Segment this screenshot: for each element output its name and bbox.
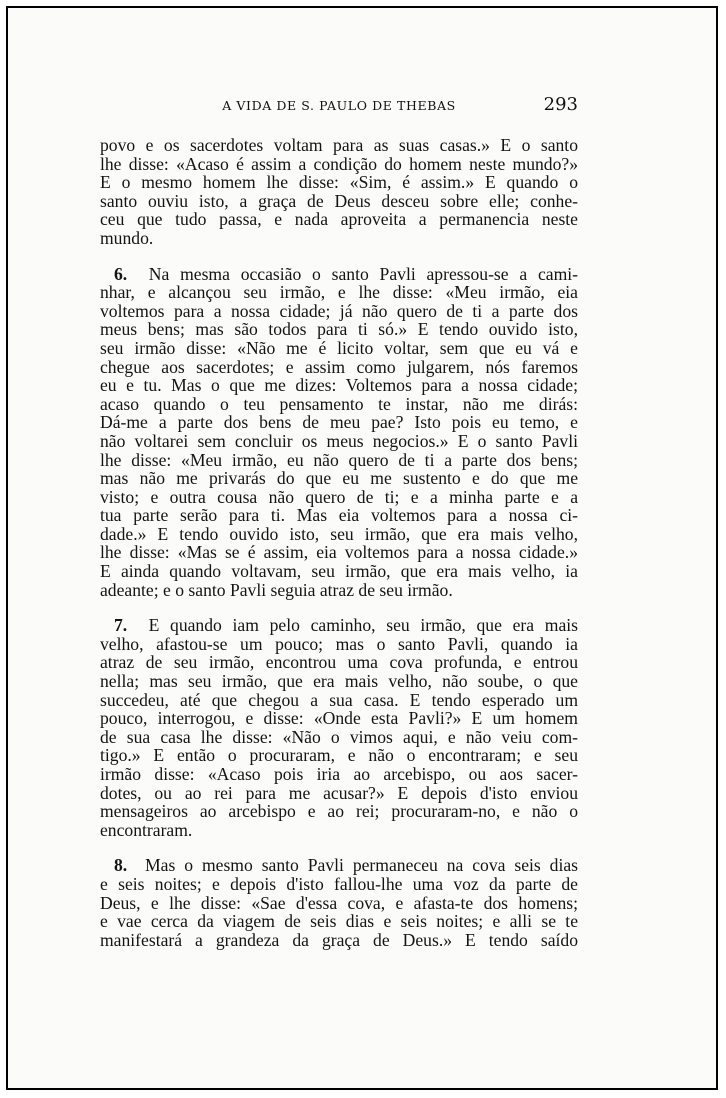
text-line: E ainda quando voltavam, seu irmão, que era mais velho, ia: [100, 561, 578, 582]
text-line: manifestará a grandeza da graça de Deus.» E tendo saído: [100, 929, 578, 950]
text-line: succedeu, até que chegou a sua casa. E tendo esperado um: [100, 689, 578, 710]
text-line: ceu que tudo passa, e nada aproveita a permanencia neste: [100, 209, 578, 230]
text-line: tigo.» E então o procuraram, e não o encontraram; e seu: [100, 745, 578, 766]
running-title: A VIDA DE S. PAULO DE THEBAS: [222, 98, 456, 113]
text-line: voltemos para a nossa cidade; já não quero de ti a parte dos: [100, 300, 578, 321]
text-line: não voltarei sem concluir os meus negocios.» E o santo Pavli: [100, 430, 578, 451]
paragraph-number: 7.: [114, 615, 128, 636]
text-line: e seis noites; e depois d'isto fallou-lhe uma voz da parte de: [100, 873, 578, 894]
paragraph: [100, 136, 578, 248]
text-line: santo ouviu isto, a graça de Deus desceu sobre elle; conhe-: [100, 190, 578, 211]
text-line: [100, 265, 578, 284]
paragraph: [100, 265, 578, 600]
text-line: acaso quando o teu pensamento te instar, não me dirás:: [100, 393, 578, 414]
text-line: irmão disse: «Acaso pois iria ao arcebispo, ou aos sacer-: [100, 764, 578, 784]
text-line: encontraram.: [100, 819, 193, 840]
text-line: e vae cerca da viagem de seis dias e seis noites; e alli se te: [100, 911, 578, 932]
text-line: velho, afastou-se um pouco; mas o santo Pavli, quando ia: [100, 633, 578, 654]
text-line: [100, 616, 578, 635]
text-line: pouco, interrogou, e disse: «Onde esta Pavli?» E um homem: [100, 708, 578, 729]
text-line: atraz de seu irmão, encontrou uma cova profunda, e entrou: [100, 652, 578, 673]
text-line: lhe disse: «Meu irmão, eu não quero de ti a parte dos bens;: [100, 449, 578, 470]
page-header: [100, 96, 578, 118]
paragraph: [100, 856, 578, 949]
text-line: Deus, e lhe disse: «Sae d'essa cova, e afasta-te dos homens;: [100, 892, 578, 913]
text-line: [100, 856, 578, 875]
text-line: lhe disse: «Acaso é assim a condição do homem neste mundo?»: [100, 153, 578, 174]
paragraph-number: 6.: [114, 263, 128, 284]
text-line: lhe disse: «Mas se é assim, eia voltemos para a nossa cidade.»: [100, 542, 578, 563]
text-line: E o mesmo homem lhe disse: «Sim, é assim.» E quando o: [100, 172, 578, 193]
text-line: dotes, ou ao rei para me acusar?» E depois d'isto enviou: [100, 782, 578, 803]
book-page: [6, 6, 718, 1090]
text-fragment: Na mesma occasião o santo Pavli apressou-se a cami-: [148, 263, 579, 284]
text-line: mensageiros ao arcebispo e ao rei; procuraram-no, e não o: [100, 801, 578, 822]
paragraph-number: 8.: [114, 855, 128, 876]
page-body: [100, 136, 578, 949]
text-line: adeante; e o santo Pavli seguia atraz de seu irmão.: [100, 579, 453, 600]
text-line: mundo.: [100, 227, 154, 248]
text-fragment: Mas o mesmo santo Pavli permaneceu na cova seis dias: [145, 855, 578, 876]
text-line: seu irmão disse: «Não me é licito voltar, sem que eu vá e: [100, 337, 578, 358]
text-line: chegue aos sacerdotes; e assim como julgarem, nós faremos: [100, 356, 578, 377]
text-line: mas não me privarás do que eu me sustento e do que me: [100, 468, 578, 489]
text-line: dade.» E tendo ouvido isto, seu irmão, que era mais velho,: [100, 523, 578, 544]
text-line: Dá-me a parte dos bens de meu pae? Isto pois eu temo, e: [100, 412, 578, 433]
text-line: eu e tu. Mas o que me dizes: Voltemos para a nossa cidade;: [100, 375, 578, 396]
text-line: de sua casa lhe disse: «Não o vimos aqui, e não veiu com-: [100, 726, 578, 747]
text-line: nella; mas seu irmão, que era mais velho, não soube, o que: [100, 671, 578, 692]
page-number: 293: [543, 94, 578, 115]
paragraph: [100, 616, 578, 839]
text-line: meus bens; mas são todos para ti só.» E tendo ouvido isto,: [100, 319, 578, 340]
text-line: nhar, e alcançou seu irmão, e lhe disse: «Meu irmão, eia: [100, 282, 578, 303]
text-fragment: E quando iam pelo caminho, seu irmão, que era mais: [148, 615, 579, 636]
text-line: tua parte serão para ti. Mas eia voltemos para a nossa ci-: [100, 505, 578, 526]
text-line: visto; e outra cousa não quero de ti; e a minha parte e a: [100, 486, 578, 507]
text-line: povo e os sacerdotes voltam para as suas casas.» E o santo: [100, 135, 578, 155]
